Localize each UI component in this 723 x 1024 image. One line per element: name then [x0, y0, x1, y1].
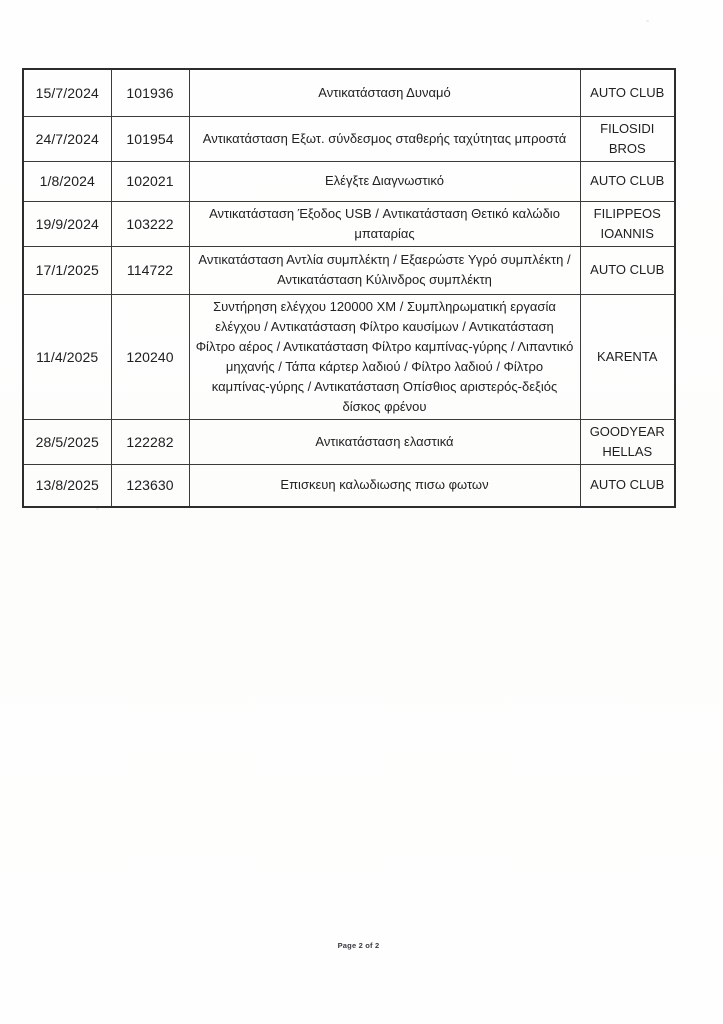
- cell-doc-number: 123630: [111, 464, 189, 507]
- cell-doc-number: 122282: [111, 419, 189, 464]
- cell-provider: FILOSIDI BROS: [580, 116, 675, 161]
- cell-date: 11/4/2025: [23, 294, 111, 419]
- table-row: [23, 116, 675, 161]
- table-row: [23, 246, 675, 294]
- cell-provider: FILIPPEOS IOANNIS: [580, 201, 675, 246]
- cell-description: Αντικατάσταση Έξοδος USB / Αντικατάσταση Θετικό καλώδιο μπαταρίας: [189, 201, 580, 246]
- cell-date: 24/7/2024: [23, 116, 111, 161]
- cell-date: 28/5/2025: [23, 419, 111, 464]
- cell-date: 15/7/2024: [23, 69, 111, 116]
- cell-description: Επισκευη καλωδιωσης πισω φωτων: [189, 464, 580, 507]
- cell-doc-number: 101954: [111, 116, 189, 161]
- cell-date: 1/8/2024: [23, 161, 111, 201]
- cell-doc-number: 120240: [111, 294, 189, 419]
- cell-provider: AUTO CLUB: [580, 161, 675, 201]
- cell-date: 19/9/2024: [23, 201, 111, 246]
- cell-description: Αντικατάσταση ελαστικά: [189, 419, 580, 464]
- cell-provider: GOODYEAR HELLAS: [580, 419, 675, 464]
- cell-provider: AUTO CLUB: [580, 464, 675, 507]
- cell-doc-number: 101936: [111, 69, 189, 116]
- cell-date: 13/8/2025: [23, 464, 111, 507]
- cell-description: Αντικατάσταση Εξωτ. σύνδεσμος σταθερής ταχύτητας μπροστά: [189, 116, 580, 161]
- page-number-footer: Page 2 of 2: [337, 941, 380, 950]
- table-row: [23, 464, 675, 507]
- service-table-body: [23, 69, 675, 507]
- cell-doc-number: 103222: [111, 201, 189, 246]
- cell-description: Συντήρηση ελέγχου 120000 ΧΜ / Συμπληρωματική εργασία ελέγχου / Αντικατάσταση Φίλτρο καυσίμων / Αντικατάσταση Φίλτρο αέρος / Αντικατάσταση Φίλτρο καμπίνας-γύρης / Λιπαντικό μηχανής / Τάπα κάρτερ λαδιού / Φίλτρο λαδιού / Φίλτρο καμπίνας-γύρης / Αντικατάσταση Οπίσθιος αριστερός-δεξιός δίσκος φρένου: [189, 294, 580, 419]
- service-history-table: [22, 68, 676, 508]
- cell-date: 17/1/2025: [23, 246, 111, 294]
- cell-doc-number: 102021: [111, 161, 189, 201]
- cell-provider: KARENTA: [580, 294, 675, 419]
- cell-doc-number: 114722: [111, 246, 189, 294]
- table-row: [23, 69, 675, 116]
- cell-description: Ελέγξτε Διαγνωστικό: [189, 161, 580, 201]
- table-row: [23, 161, 675, 201]
- cell-description: Αντικατάσταση Αντλία συμπλέκτη / Εξαερώστε Υγρό συμπλέκτη / Αντικατάσταση Κύλινδρος συμπλέκτη: [189, 246, 580, 294]
- table-row: [23, 419, 675, 464]
- scan-speck: [96, 508, 99, 510]
- cell-provider: AUTO CLUB: [580, 69, 675, 116]
- cell-description: Αντικατάσταση Δυναμό: [189, 69, 580, 116]
- table-row: [23, 294, 675, 419]
- table-row: [23, 201, 675, 246]
- cell-provider: AUTO CLUB: [580, 246, 675, 294]
- scan-speck: [646, 20, 649, 22]
